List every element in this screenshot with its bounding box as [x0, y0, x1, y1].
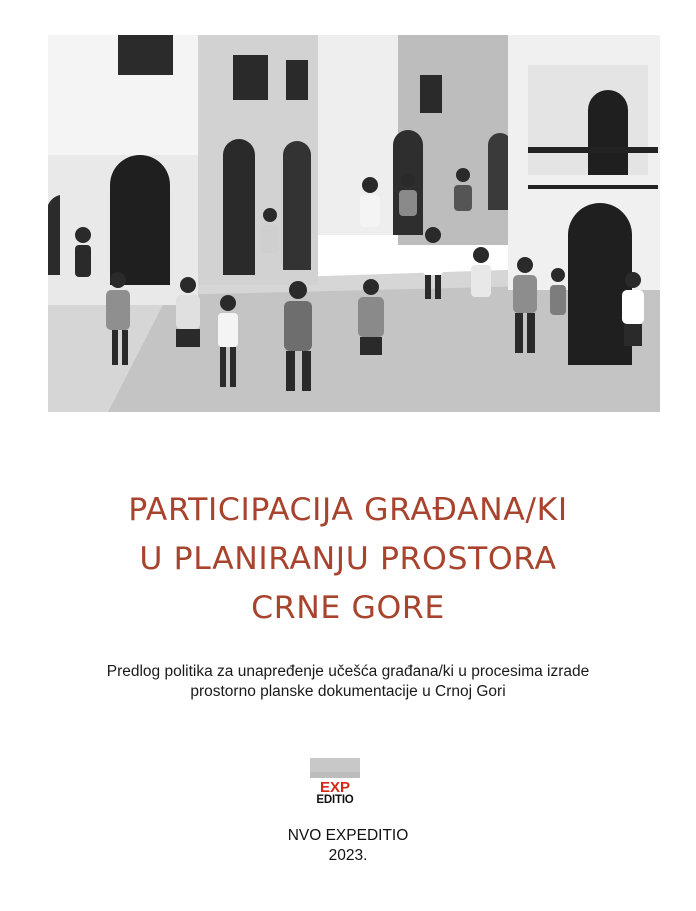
publication-year: 2023. [328, 847, 368, 864]
subtitle-line-1: Predlog politika za unapređenje učešća građana/ki u procesima izrade [106, 663, 590, 680]
title-block [0, 486, 696, 633]
subtitle [40, 662, 656, 702]
publisher-name: NVO EXPEDITIO [287, 827, 409, 844]
logo-wordmark: EDITIO [316, 794, 354, 806]
title-line-2: U PLANIRANJU PROSTORA [139, 541, 557, 577]
expeditio-logo [310, 758, 360, 808]
publisher-block [0, 826, 696, 866]
logo-mark: EXP [319, 779, 351, 796]
title-line-3: CRNE GORE [251, 590, 445, 626]
cover-illustration [48, 35, 660, 412]
title-line-1: PARTICIPACIJA GRAĐANA/KI [128, 492, 568, 528]
subtitle-line-2: prostorno planske dokumentacije u Crnoj Gori [190, 683, 506, 700]
